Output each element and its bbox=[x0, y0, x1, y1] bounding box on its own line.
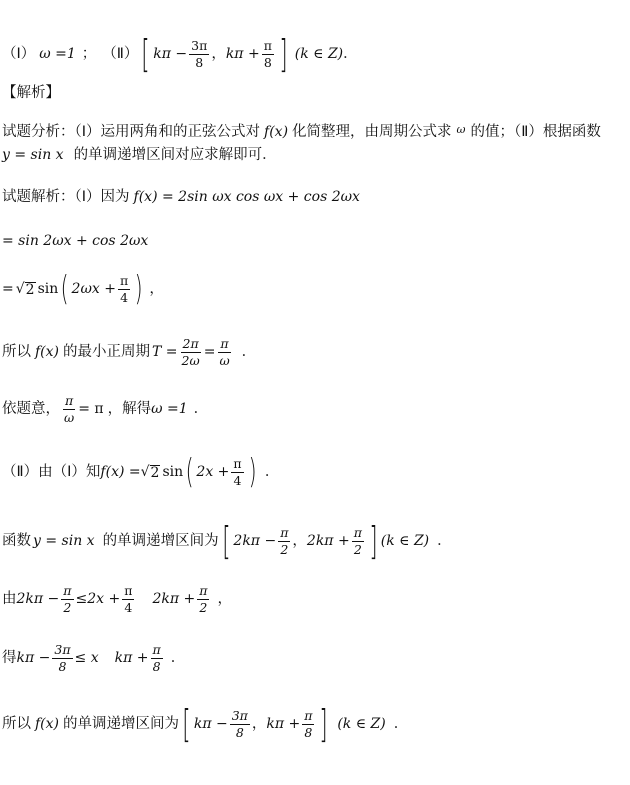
fraction-pi-4-c: $\frac{\pi}{4}$ bbox=[124, 583, 133, 615]
equals-pi: = π bbox=[78, 401, 104, 418]
solution-step-5 bbox=[2, 394, 208, 425]
fraction-pi-8-b: $\frac{\pi}{8}$ bbox=[152, 642, 161, 674]
analysis-line-1 bbox=[2, 122, 601, 141]
sqrt-icon-2: √ bbox=[140, 463, 150, 480]
increasing-interval-text-2: 的单调递增区间为 bbox=[63, 715, 180, 732]
analysis-text-c: 的值；（Ⅱ）根据函数 bbox=[470, 124, 601, 140]
solution-step-1-text: 试题解析：（Ⅰ）因为 bbox=[2, 189, 130, 205]
end-period-5: ． bbox=[170, 650, 186, 666]
solution-step-1-math: f(x) = 2sin ωx cos ωx + cos 2ωx bbox=[133, 189, 360, 206]
end-period-3: ． bbox=[264, 463, 280, 480]
so-text: 所以 bbox=[2, 344, 31, 360]
solution-step-4 bbox=[2, 337, 256, 368]
y-sin-x: y = sin x bbox=[2, 147, 64, 164]
end-period-2: ． bbox=[193, 401, 209, 417]
comma-2: ， bbox=[292, 532, 307, 549]
solution-step-1 bbox=[2, 190, 360, 205]
right-bracket-icon-2: ] bbox=[369, 519, 378, 563]
period-text: 的最小正周期 bbox=[63, 344, 151, 360]
ineq-right: 2kπ + bbox=[152, 591, 196, 608]
sin-label: sin bbox=[37, 281, 59, 297]
fx-symbol-2: f(x) bbox=[35, 344, 60, 361]
omega-value: ω =1 bbox=[39, 46, 76, 62]
left-bracket-icon-3: [ bbox=[182, 702, 191, 746]
right-paren-icon: ) bbox=[134, 269, 143, 309]
comma-3: ， bbox=[251, 715, 267, 732]
solve-text: ，解得 bbox=[107, 401, 152, 417]
solution-step-2 bbox=[2, 234, 148, 248]
fx-symbol: f(x) bbox=[264, 124, 289, 141]
analysis-text-d: 的单调递增区间对应求解即可． bbox=[73, 147, 277, 163]
sqrt-2: √ 2 bbox=[15, 280, 35, 298]
comma: ， bbox=[211, 45, 226, 62]
solution-step-8 bbox=[2, 584, 232, 615]
ineq-mid: 2x + bbox=[87, 591, 121, 608]
fraction-pi-8: $\frac{\pi}{8}$ bbox=[263, 37, 272, 70]
le-x: ≤ x bbox=[74, 650, 99, 667]
left-bracket-icon: [ bbox=[141, 32, 150, 76]
fraction-pi-4-b: $\frac{\pi}{4}$ bbox=[233, 455, 242, 488]
trailing-comma: ， bbox=[149, 280, 164, 297]
solution-step-2-math: = sin 2ωx + cos 2ωx bbox=[2, 233, 149, 249]
trailing-comma-2: ， bbox=[217, 591, 232, 607]
fraction-pi-2-c: $\frac{\pi}{2}$ bbox=[63, 583, 72, 615]
fraction-pi-w: $\frac{\pi}{\omega}$ bbox=[219, 336, 230, 368]
part1-label: （Ⅰ） bbox=[2, 45, 36, 62]
sqrt-icon: √ bbox=[15, 280, 25, 297]
fx-equals: f(x) = bbox=[100, 464, 141, 480]
y-sin-x-2: y = sin x bbox=[33, 533, 95, 549]
fraction-pi-2: $\frac{\pi}{2}$ bbox=[280, 524, 289, 557]
answer-line bbox=[2, 32, 358, 76]
sol-left: kπ − bbox=[16, 650, 51, 667]
omega-eq-1: ω =1 bbox=[151, 401, 188, 418]
ineq-left: 2kπ − bbox=[16, 591, 60, 608]
increasing-interval-text: 的单调递增区间为 bbox=[102, 532, 219, 549]
kpi-minus: kπ − bbox=[153, 46, 188, 62]
kpi-plus: kπ + bbox=[225, 46, 260, 62]
T-equals: T = bbox=[152, 344, 178, 361]
inner-expression: 2ωx + bbox=[71, 281, 116, 297]
end-period: ． bbox=[241, 344, 257, 360]
fraction-3pi-8-b: $\frac{3\pi}{8}$ bbox=[54, 642, 71, 674]
right-bracket-icon-3: ] bbox=[319, 702, 328, 746]
by-problem-text: 依题意， bbox=[2, 401, 60, 417]
analysis-text-b: 化简整理，由周期公式求 bbox=[292, 124, 452, 140]
sol-right: kπ + bbox=[114, 650, 149, 667]
k-in-z-3: (k ∈ Z) bbox=[337, 716, 386, 732]
end-period-6: ． bbox=[393, 715, 409, 732]
equals-sign: = bbox=[2, 281, 14, 297]
period: ． bbox=[343, 45, 358, 62]
2kpi-minus: 2kπ − bbox=[233, 533, 277, 549]
jiexi-label: 【解析】 bbox=[2, 85, 60, 101]
get-text: 得 bbox=[2, 650, 17, 666]
k-in-z: (k ∈ Z) bbox=[294, 46, 344, 62]
inner-expression-2: 2x + bbox=[196, 464, 230, 480]
so-text-2: 所以 bbox=[2, 715, 31, 732]
fraction-3pi-8-c: $\frac{3\pi}{8}$ bbox=[231, 707, 248, 740]
2kpi-plus: 2kπ + bbox=[306, 533, 350, 549]
left-bracket-icon-2: [ bbox=[221, 519, 231, 563]
right-bracket-icon: ] bbox=[279, 32, 288, 76]
omega-symbol: ω bbox=[456, 122, 466, 136]
le-sign: ≤ bbox=[75, 591, 88, 608]
fraction-pi-4: $\frac{\pi}{4}$ bbox=[119, 272, 129, 305]
analysis-text-a: 试题分析：（Ⅰ）运用两角和的正弦公式对 bbox=[2, 124, 261, 140]
fraction-pi-2-d: $\frac{\pi}{2}$ bbox=[199, 583, 208, 615]
kpi-minus-2: kπ − bbox=[193, 716, 228, 732]
part2-label: （Ⅱ） bbox=[102, 45, 139, 62]
sqrt-2-b: √ 2 bbox=[140, 463, 160, 481]
solution-step-9 bbox=[2, 643, 185, 674]
fraction-2pi-2w: $\frac{2\pi}{2\omega}$ bbox=[181, 336, 200, 368]
kpi-plus-2: kπ + bbox=[266, 716, 301, 732]
fx-symbol-3: f(x) bbox=[35, 716, 60, 732]
equals-sign-2: = bbox=[203, 344, 216, 361]
jiexi-label-line bbox=[2, 86, 60, 101]
solution-step-7 bbox=[2, 519, 452, 563]
fraction-pi-w-2: $\frac{\pi}{\omega}$ bbox=[64, 393, 75, 425]
fraction-pi-2-b: $\frac{\pi}{2}$ bbox=[353, 524, 362, 557]
left-paren-icon-2: ( bbox=[185, 452, 194, 492]
right-paren-icon-2: ) bbox=[248, 452, 257, 492]
analysis-line-2 bbox=[2, 148, 277, 163]
from-text: 由 bbox=[2, 591, 17, 607]
fraction-3pi-8: $\frac{3\pi}{8}$ bbox=[191, 37, 208, 70]
solution-step-10 bbox=[2, 702, 409, 746]
k-in-z-2: (k ∈ Z) bbox=[380, 533, 430, 549]
solution-step-6 bbox=[2, 452, 280, 492]
fraction-pi-8-c: $\frac{\pi}{8}$ bbox=[304, 707, 313, 740]
separator: ； bbox=[81, 45, 97, 62]
solution-step-3 bbox=[2, 269, 164, 309]
sin-label-2: sin bbox=[162, 464, 184, 480]
part2-intro: （Ⅱ）由（Ⅰ）知 bbox=[2, 463, 101, 480]
end-period-4: ． bbox=[437, 532, 452, 549]
left-paren-icon: ( bbox=[60, 269, 69, 309]
function-text: 函数 bbox=[2, 532, 31, 549]
